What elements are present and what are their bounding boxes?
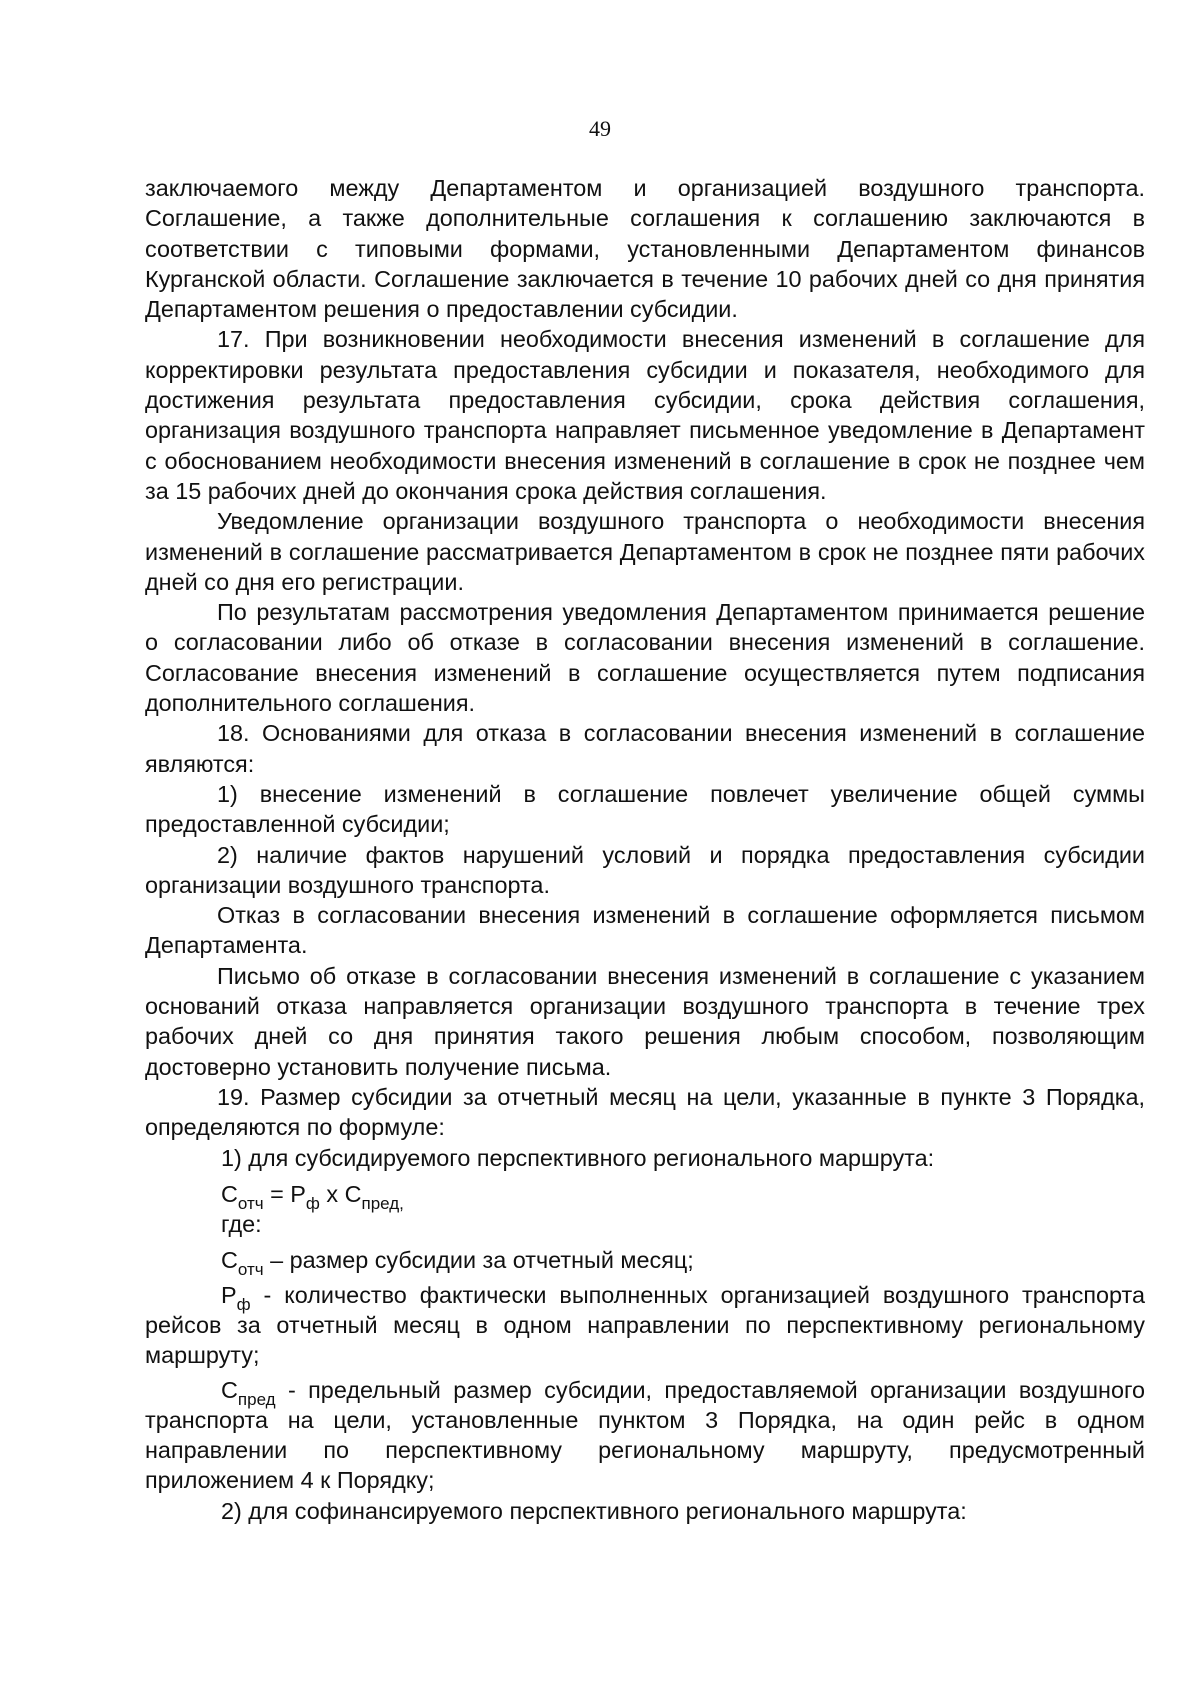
def3-symbol: С <box>221 1376 238 1403</box>
formula-sub-pred: пред, <box>361 1193 404 1213</box>
document-body <box>145 173 1145 1526</box>
def2-sub: ф <box>236 1294 251 1314</box>
paragraph-agreement-conclusion: заключаемого между Департаментом и организацией воздушного транспорта. Соглашение, а также дополнительные соглашения к соглашению заключаются в соответствии с типовыми формами, установленными Департаментом финансов Курганской области. Соглашение заключается в течение 10 рабочих дней со дня принятия Департаментом решения о предоставлении субсидии. <box>145 175 1145 323</box>
refusal-ground-1: 1) внесение изменений в соглашение повлечет увеличение общей суммы предоставленной субсидии; <box>145 780 1145 838</box>
formula-sub-f: ф <box>305 1193 320 1213</box>
def2-symbol: Р <box>221 1281 237 1308</box>
def2-text: - количество фактически выполненных организацией воздушного транспорта рейсов за отчетный месяц в одном направлении по перспективному региональному маршруту; <box>145 1281 1145 1369</box>
refusal-ground-2: 2) наличие фактов нарушений условий и порядка предоставления субсидии организации воздушного транспорта. <box>145 841 1145 898</box>
formula-sub-otch: отч <box>237 1193 264 1213</box>
def3-sub: пред <box>237 1389 276 1409</box>
formula-eq: = Р <box>263 1180 306 1207</box>
paragraph-notification-review: Уведомление организации воздушного транспорта о необходимости внесения изменений в соглашение рассматривается Департаментом в срок не позднее пяти рабочих дней со дня его регистрации. <box>145 508 1145 595</box>
formula-where: где: <box>221 1211 262 1238</box>
paragraph-refusal-letter: Отказ в согласовании внесения изменений в соглашение оформляется письмом Департамента. <box>145 902 1145 959</box>
formula-item-1: 1) для субсидируемого перспективного регионального маршрута: <box>221 1144 935 1171</box>
paragraph-19: 19. Размер субсидии за отчетный месяц на цели, указанные в пункте 3 Порядка, определяются по формуле: <box>145 1083 1145 1141</box>
page-number: 49 <box>589 116 611 141</box>
definition-c-otch <box>145 1245 1145 1280</box>
paragraph-18: 18. Основаниями для отказа в согласовании внесения изменений в соглашение являются: <box>145 720 1145 777</box>
def1-text: – размер субсидии за отчетный месяц; <box>263 1247 694 1274</box>
paragraph-review-result: По результатам рассмотрения уведомления Департаментом принимается решение о согласовании либо об отказе в согласовании внесения изменений в соглашение. Согласование внесения изменений в соглашение осуществляется путем подписания дополнительного соглашения. <box>145 599 1145 717</box>
definition-p-f <box>145 1280 1145 1371</box>
formula-item-2: 2) для софинансируемого перспективного регионального маршрута: <box>221 1497 967 1524</box>
paragraph-17: 17. При возникновении необходимости внесения изменений в соглашение для корректировки результата предоставления субсидии и показателя, необходимого для достижения результата предоставления субсидии, срока действия соглашения, организация воздушного транспорта направляет письменное уведомление в Департамент с обоснованием необходимости внесения изменений в соглашение в срок не позднее чем за 15 рабочих дней до окончания срока действия соглашения. <box>145 326 1145 504</box>
formula-symbol-c: С <box>221 1180 238 1207</box>
def3-text: - предельный размер субсидии, предоставляемой организации воздушного транспорта на цели, установленные пунктом 3 Порядка, на один рейс в одном направлении по перспективному региональному маршруту, предусмотренный приложением 4 к Порядку; <box>145 1376 1145 1494</box>
formula-times: х С <box>319 1180 362 1207</box>
definition-c-pred <box>145 1375 1145 1496</box>
def1-sub: отч <box>237 1260 264 1280</box>
paragraph-refusal-letter-sending: Письмо об отказе в согласовании внесения изменений в соглашение с указанием оснований отказа направляется организации воздушного транспорта в течение трех рабочих дней со дня принятия такого решения любым способом, позволяющим достоверно установить получение письма. <box>145 962 1145 1080</box>
def1-symbol: С <box>221 1247 238 1274</box>
subsidy-formula <box>145 1179 1145 1213</box>
